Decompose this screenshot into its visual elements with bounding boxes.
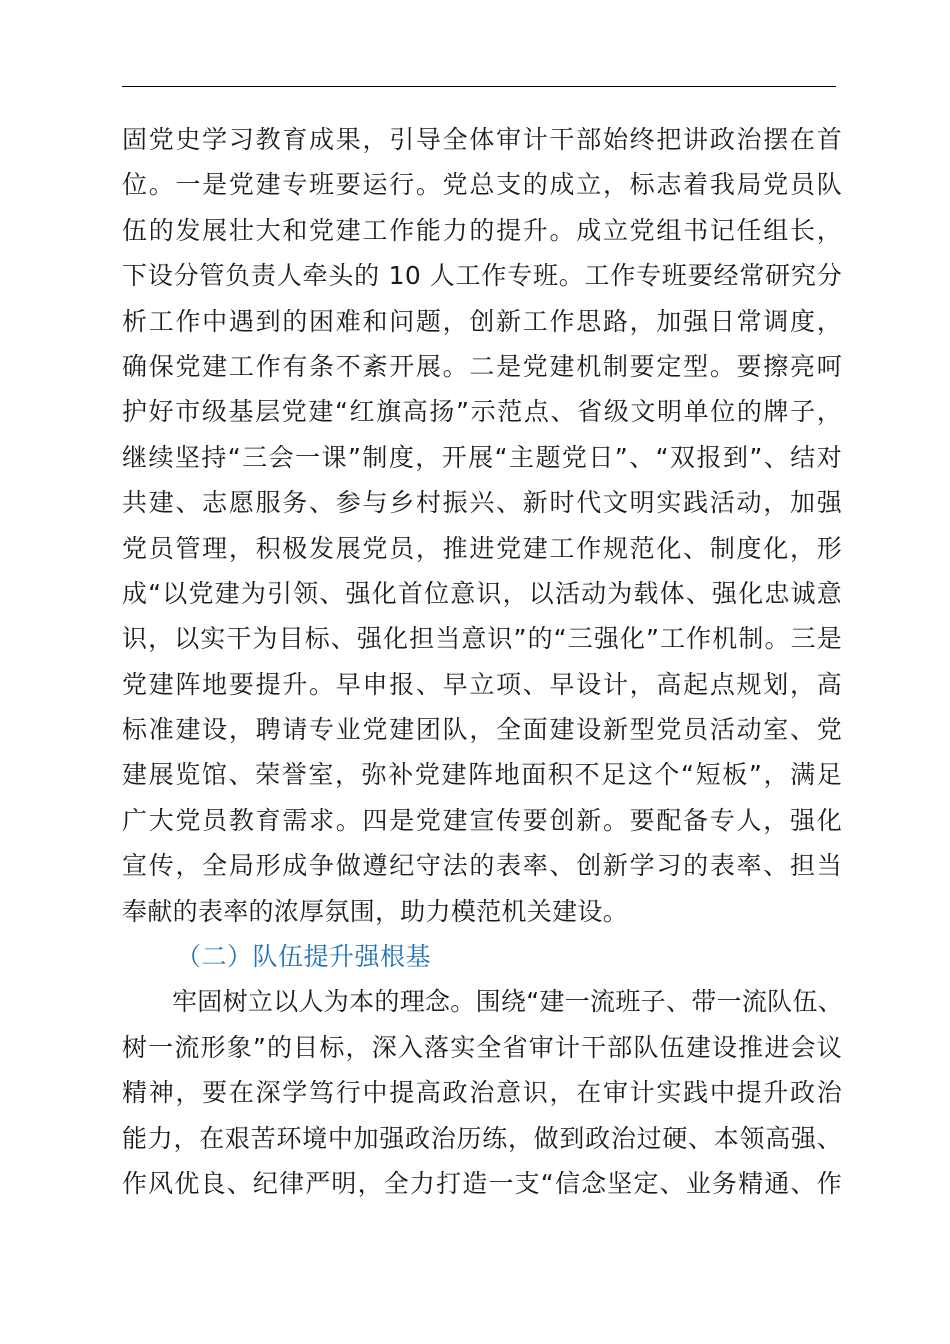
text-line: 党建阵地要提升。早申报、早立项、早设计，高起点规划，高: [122, 669, 842, 699]
text-line: 护好市级基层党建“红旗高扬”示范点、省级文明单位的牌子，: [122, 397, 842, 427]
text-line: 奉献的表率的浓厚氛围，助力模范机关建设。: [122, 896, 629, 926]
text-line: 精神，要在深学笃行中提高政治意识，在审计实践中提升政治: [122, 1078, 842, 1108]
text-line: 作风优良、纪律严明，全力打造一支“信念坚定、业务精通、作: [122, 1168, 842, 1198]
text-line: 下设分管负责人牵头的 10 人工作专班。工作专班要经常研究分: [122, 261, 842, 291]
section-heading: （二）队伍提升强根基: [176, 942, 432, 972]
text-line: 建展览馆、荣誉室，弥补党建阵地面积不足这个“短板”，满足: [122, 760, 842, 790]
text-line: 标准建设，聘请专业党建团队，全面建设新型党员活动室、党: [122, 715, 842, 745]
text-line: 宣传，全局形成争做遵纪守法的表率、创新学习的表率、担当: [122, 851, 842, 881]
header-rule: [122, 86, 836, 87]
text-line: 析工作中遇到的困难和问题，创新工作思路，加强日常调度，: [122, 306, 842, 336]
text-line: 伍的发展壮大和党建工作能力的提升。成立党组书记任组长，: [122, 215, 842, 245]
text-line: 成“以党建为引领、强化首位意识，以活动为载体、强化忠诚意: [122, 578, 842, 608]
text-line: 确保党建工作有条不紊开展。二是党建机制要定型。要擦亮呵: [122, 351, 842, 381]
document-body: [122, 117, 842, 1206]
text-line: 树一流形象”的目标，深入落实全省审计干部队伍建设推进会议: [122, 1032, 842, 1062]
paragraph-1: [122, 117, 842, 934]
text-line: 共建、志愿服务、参与乡村振兴、新时代文明实践活动，加强: [122, 488, 842, 518]
text-line: 能力，在艰苦环境中加强政治历练，做到政治过硬、本领高强、: [122, 1123, 842, 1153]
text-line: 牢固树立以人为本的理念。围绕“建一流班子、带一流队伍、: [172, 987, 844, 1017]
paragraph-2: [122, 979, 842, 1206]
text-line: 继续坚持“三会一课”制度，开展“主题党日”、“双报到”、结对: [122, 442, 842, 472]
text-line: 党员管理，积极发展党员，推进党建工作规范化、制度化，形: [122, 533, 842, 563]
text-line: 固党史学习教育成果，引导全体审计干部始终把讲政治摆在首: [122, 125, 842, 154]
text-line: 广大党员教育需求。四是党建宣传要创新。要配备专人，强化: [122, 805, 842, 835]
text-line: 识，以实干为目标、强化担当意识”的“三强化”工作机制。三是: [122, 624, 842, 654]
text-line: 位。一是党建专班要运行。党总支的成立，标志着我局党员队: [122, 170, 842, 200]
